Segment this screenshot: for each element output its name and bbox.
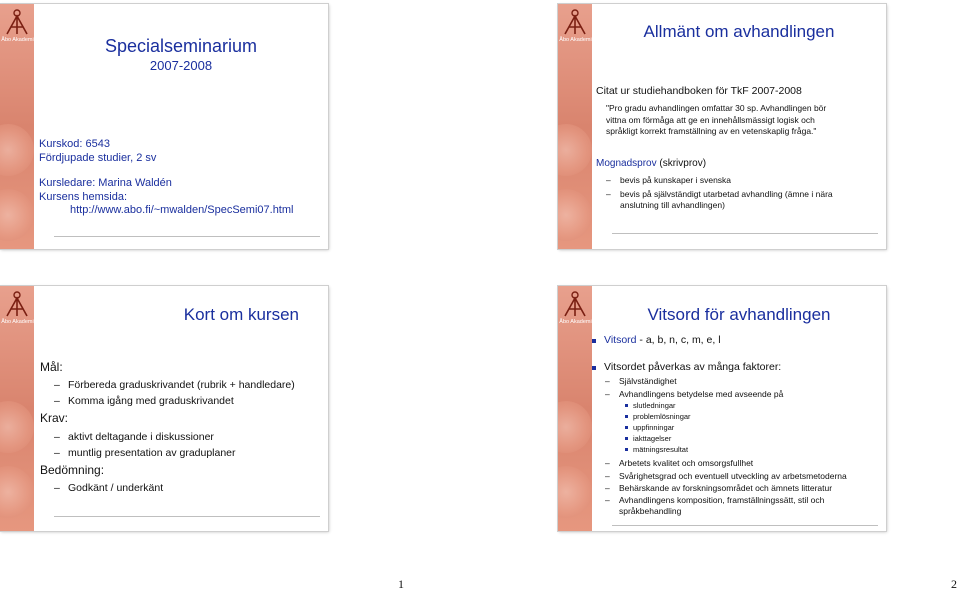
vitsord-line	[604, 334, 721, 346]
bullet-item: – bevis på kunskaper i svenska	[620, 175, 731, 185]
vitsord-label: Vitsord	[604, 334, 637, 346]
mognadsprov-label: Mognadsprov	[596, 158, 657, 169]
bullet-item: – aktivt deltagande i diskussioner	[68, 431, 214, 443]
slide-subtitle: 2007-2008	[149, 58, 213, 73]
factor-item: – Avhandlingens komposition, framställningssätt, stil och	[619, 495, 824, 505]
quote-heading: Citat ur studiehandboken för TkF 2007-2008	[596, 85, 802, 97]
slide-strip	[0, 286, 34, 531]
slide-4	[558, 286, 886, 531]
seal-watermark	[0, 189, 34, 241]
seal-watermark	[558, 401, 592, 453]
footer-rule	[54, 516, 320, 517]
section-label-bedomning: Bedömning:	[40, 463, 105, 477]
seal-watermark	[558, 189, 592, 241]
bullet-square-icon	[625, 426, 628, 429]
slide-strip	[558, 286, 592, 531]
abo-akademi-logo-icon	[561, 8, 589, 36]
course-code: Kurskod: 6543	[39, 138, 110, 150]
bullet-square-icon	[625, 437, 628, 440]
logo-text: Åbo Akademi	[1, 37, 34, 43]
bullet-square-icon	[625, 448, 628, 451]
bullet-square-icon	[625, 415, 628, 418]
slide-title: Specialseminarium	[104, 36, 258, 56]
seal-watermark	[558, 466, 592, 518]
footer-rule	[612, 525, 878, 526]
slide-strip	[558, 4, 592, 249]
bullet-item: – Godkänt / underkänt	[68, 482, 163, 494]
slide-2	[558, 4, 886, 249]
footer-rule	[612, 233, 878, 234]
factor-item: – Svårighetsgrad och eventuell utveckling av arbetsmetoderna	[619, 471, 847, 481]
bullet-item: – Förbereda graduskrivandet (rubrik + handledare)	[68, 379, 295, 391]
seal-watermark	[0, 401, 34, 453]
quote-line: "Pro gradu avhandlingen omfattar 30 sp. Avhandlingen bör	[606, 103, 827, 113]
logo-text: Åbo Akademi	[559, 319, 592, 325]
sub-factor-item: slutledningar	[633, 401, 676, 410]
page-number: 2	[951, 577, 957, 591]
factor-item-continuation: språkbehandling	[619, 506, 682, 516]
bullet-square-icon	[592, 339, 596, 343]
logo-text: Åbo Akademi	[1, 319, 34, 325]
page-number: 1	[398, 577, 404, 591]
mognadsprov-rest: (skrivprov)	[656, 158, 707, 169]
sub-factor-item: uppfinningar	[633, 423, 675, 432]
abo-akademi-logo-icon	[3, 8, 31, 36]
slide-title: Allmänt om avhandlingen	[643, 22, 835, 41]
abo-akademi-logo-icon	[3, 290, 31, 318]
course-level: Fördjupade studier, 2 sv	[39, 152, 157, 164]
factor-item: – Avhandlingens betydelse med avseende på	[619, 389, 783, 399]
mognadsprov-line	[596, 158, 706, 169]
quote-line: språkligt korrekt framställning av en vetenskaplig fråga."	[606, 126, 817, 136]
factor-item: – Behärskande av forskningsområdet och ämnets litteratur	[619, 483, 832, 493]
sub-factor-item: iakttagelser	[633, 434, 672, 443]
factor-item: – Självständighet	[619, 376, 677, 386]
slide-title: Vitsord för avhandlingen	[647, 305, 831, 324]
bullet-square-icon	[592, 366, 596, 370]
sub-factor-item: problemlösningar	[633, 412, 691, 421]
vitsord-rest: - a, b, n, c, m, e, l	[636, 334, 721, 346]
section-label-krav: Krav:	[40, 411, 69, 425]
bullet-item: – Komma igång med graduskrivandet	[68, 395, 234, 407]
factor-item: – Arbetets kvalitet och omsorgsfullhet	[619, 458, 753, 468]
seal-watermark	[0, 466, 34, 518]
slide-strip	[0, 4, 34, 249]
course-leader: Kursledare: Marina Waldén	[39, 177, 172, 189]
factors-heading: Vitsordet påverkas av många faktorer:	[604, 361, 782, 373]
sub-factor-item: mätningsresultat	[633, 445, 689, 454]
slide-1	[0, 4, 328, 249]
bullet-item: – muntlig presentation av graduplaner	[68, 447, 236, 459]
slide-3	[0, 286, 328, 531]
logo-text: Åbo Akademi	[559, 37, 592, 43]
course-homepage-label: Kursens hemsida:	[39, 191, 128, 203]
bullet-item: – bevis på självständigt utarbetad avhandling (ämne i nära	[620, 189, 833, 199]
footer-rule	[54, 236, 320, 237]
course-homepage-link[interactable]: http://www.abo.fi/~mwalden/SpecSemi07.html	[70, 204, 294, 216]
quote-line: vittna om förmåga att ge en innehållsmässigt logisk och	[606, 115, 815, 125]
seal-watermark	[0, 124, 34, 176]
section-label-mal: Mål:	[40, 360, 63, 374]
bullet-square-icon	[625, 404, 628, 407]
bullet-item-continuation: anslutning till avhandlingen)	[620, 200, 725, 210]
slide-title: Kort om kursen	[183, 305, 299, 324]
abo-akademi-logo-icon	[561, 290, 589, 318]
seal-watermark	[558, 124, 592, 176]
